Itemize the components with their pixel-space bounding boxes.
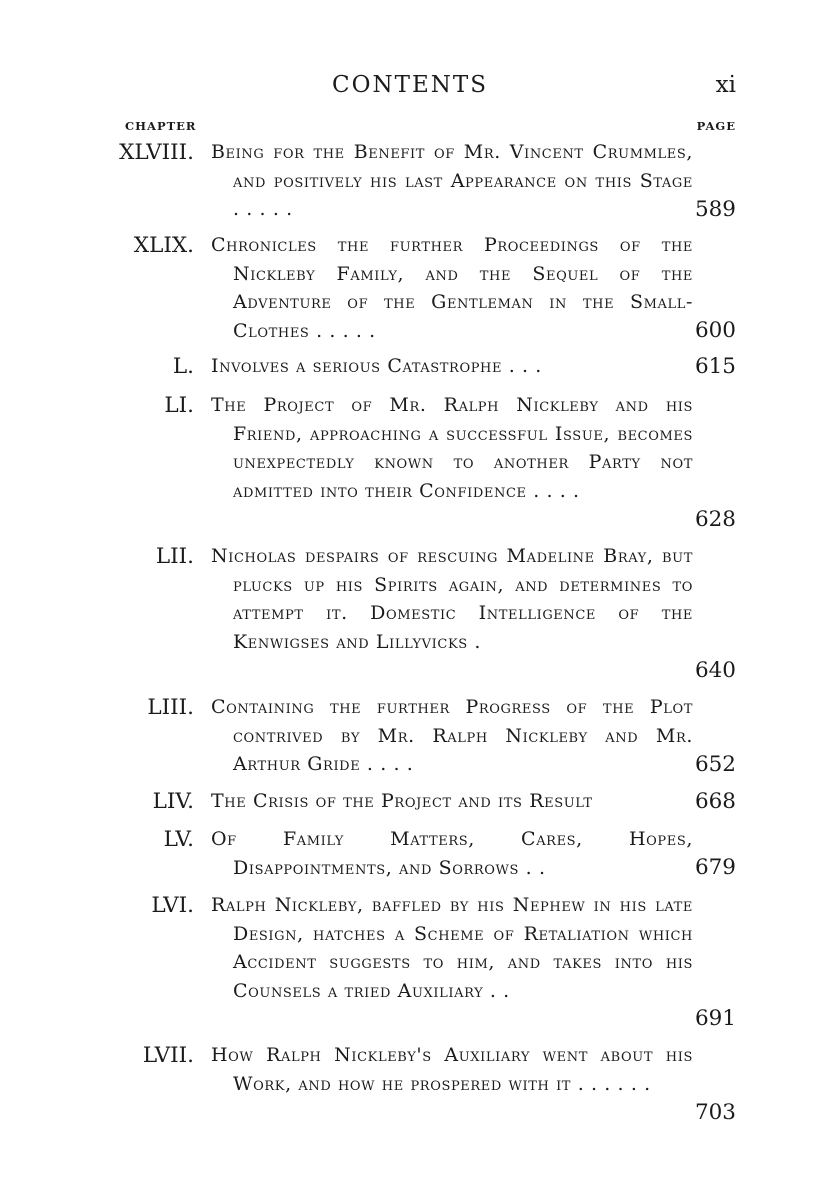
page-number: 703 — [694, 1100, 736, 1125]
chapter-number: LI. — [164, 393, 194, 418]
chapter-number: LV. — [163, 827, 194, 852]
page-number: 668 — [694, 789, 736, 814]
chapter-title: Containing the further Progress of the Plot contrived by Mr. Ralph Nickleby and Mr. Arthur Gride . . . . — [211, 696, 693, 775]
chapter-title: Of Family Matters, Cares, Hopes, Disappointments, and Sorrows . . — [211, 828, 693, 879]
running-header — [0, 72, 840, 106]
chapter-column-label: CHAPTER — [125, 119, 197, 133]
chapter-number: LVI. — [151, 893, 194, 918]
page-number: 640 — [694, 658, 736, 683]
folio-number: xi — [715, 72, 736, 98]
page-column-label: PAGE — [696, 119, 736, 133]
chapter-title: Being for the Benefit of Mr. Vincent Crummles, and positively his last Appearance on this Stage . . . . . — [211, 141, 693, 220]
page-number: 589 — [694, 197, 736, 222]
page-number: 615 — [694, 354, 736, 379]
chapter-title: The Project of Mr. Ralph Nickleby and his Friend, approaching a successful Issue, becomes unexpectedly known to another Party not admitted into their Confidence . . . . — [211, 394, 693, 502]
chapter-title: Involves a serious Catastrophe . . . — [211, 355, 542, 377]
page-number: 691 — [694, 1006, 736, 1031]
chapter-number: LIII. — [147, 695, 194, 720]
chapter-number: XLIX. — [133, 233, 194, 258]
chapter-title: Chronicles the further Proceedings of the Nickleby Family, and the Sequel of the Adventure of the Gentleman in the Small-Clothes . . . . . — [211, 234, 693, 342]
chapter-number: XLVIII. — [119, 140, 194, 165]
chapter-title: The Crisis of the Project and its Result — [211, 790, 593, 812]
page-number: 679 — [694, 855, 736, 880]
page-number: 628 — [694, 507, 736, 532]
page-number: 652 — [694, 752, 736, 777]
chapter-title: Ralph Nickleby, baffled by his Nephew in his late Design, hatches a Scheme of Retaliation which Accident suggests to him, and takes into his Counsels a tried Auxiliary . . — [211, 894, 693, 1002]
page-number: 600 — [694, 318, 736, 343]
chapter-title: Nicholas despairs of rescuing Madeline Bray, but plucks up his Spirits again, and determines to attempt it. Domestic Intelligence of the Kenwigses and Lillyvicks . — [211, 545, 693, 653]
chapter-number: L. — [172, 354, 194, 379]
chapter-number: LVII. — [142, 1043, 194, 1068]
chapter-number: LIV. — [152, 789, 194, 814]
chapter-number: LII. — [155, 544, 194, 569]
chapter-title: How Ralph Nickleby's Auxiliary went about his Work, and how he prospered with it . . . . . . — [211, 1044, 693, 1095]
page-title: CONTENTS — [332, 72, 488, 98]
